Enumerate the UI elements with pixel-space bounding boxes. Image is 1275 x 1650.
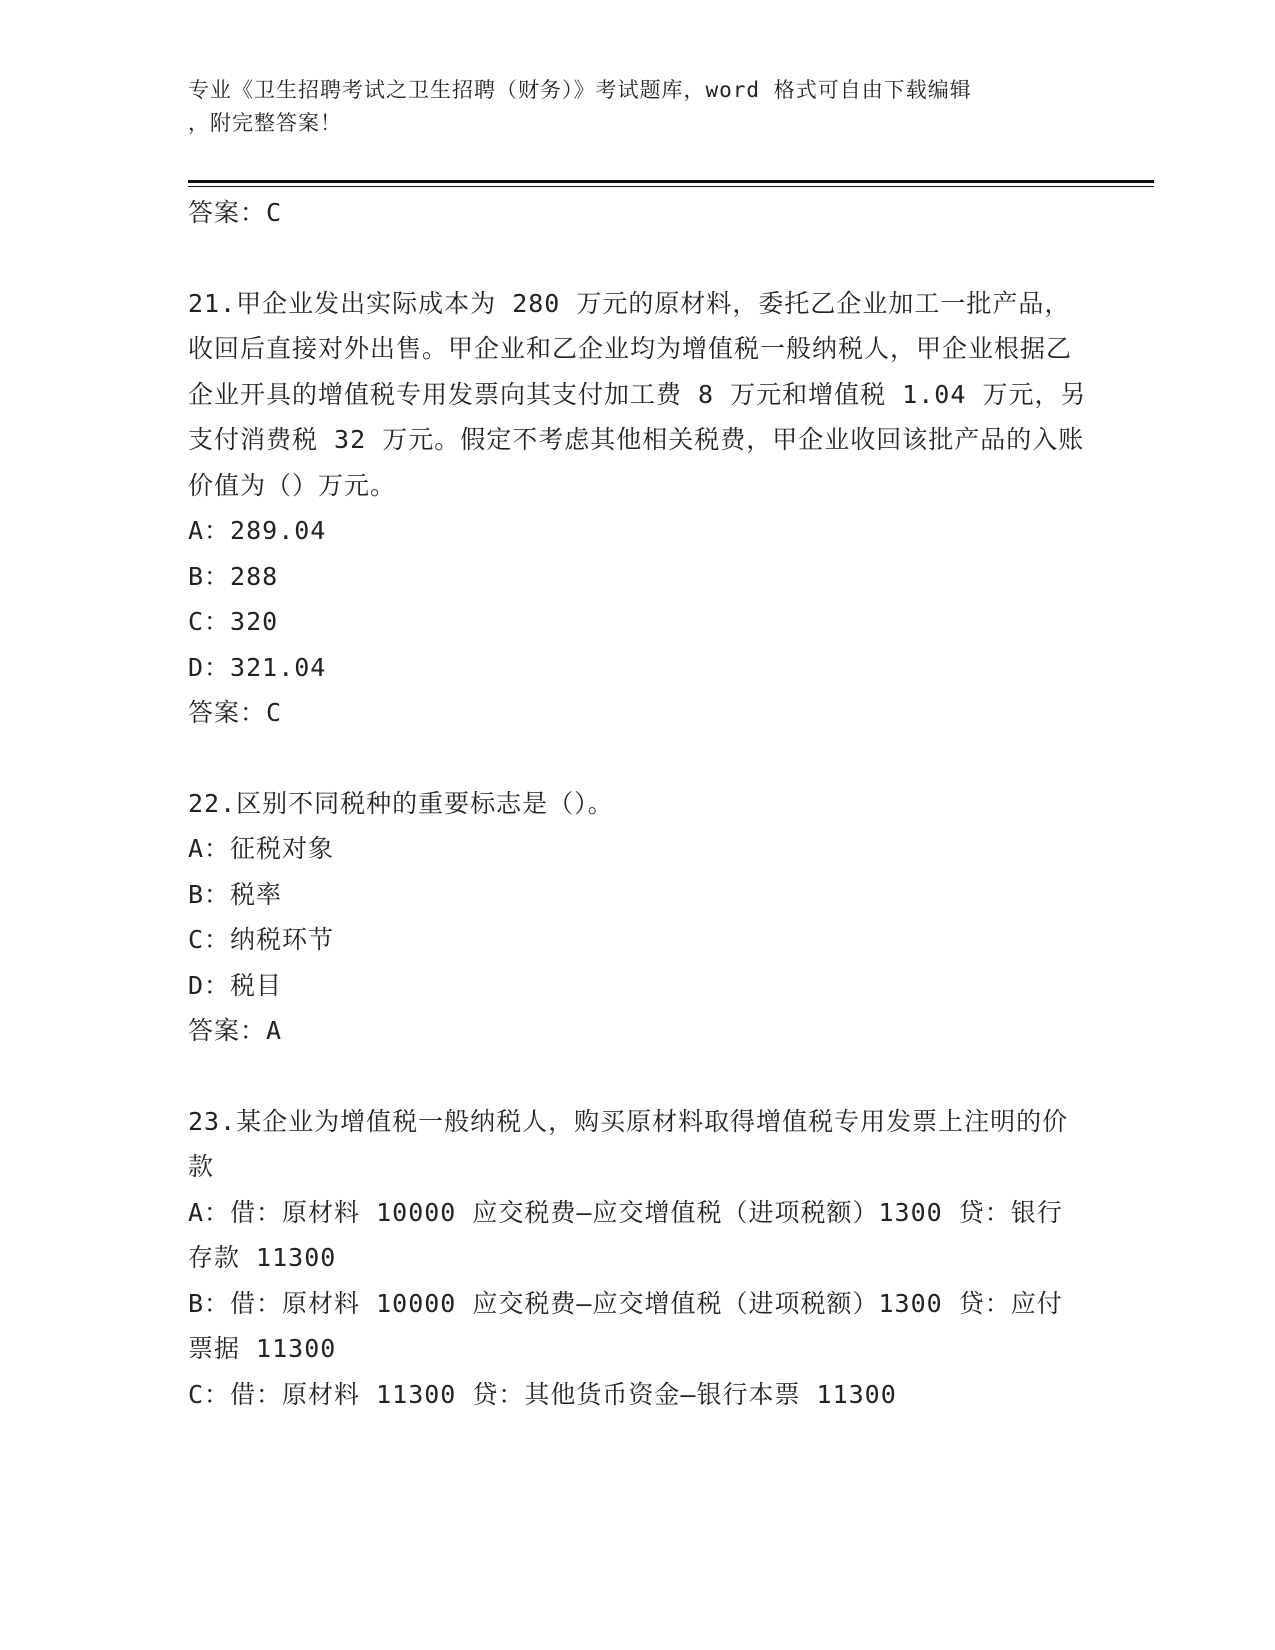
question-stem: 21.甲企业发出实际成本为 280 万元的原材料，委托乙企业加工一批产品，收回后直接对外出售。甲企业和乙企业均为增值税一般纳税人，甲企业根据乙企业开具的增值税专用发票向其支付加工费 8 万元和增值税 1.04 万元，另支付消费税 32 万元。假定不考虑其他相关税费，甲企业收回该批产品的入账价值为（）万元。 [188, 288, 1087, 500]
header-line-1: 专业《卫生招聘考试之卫生招聘（财务）》考试题库，word 格式可自由下载编辑 [188, 78, 972, 102]
previous-answer: 答案：C [188, 198, 283, 227]
answer: 答案：C [188, 698, 283, 727]
answer: 答案：A [188, 1016, 283, 1045]
option-b: B：借：原材料 10000 应交税费—应交增值税（进项税额）1300 贷：应付票据 11300 [188, 1288, 1063, 1363]
header-rule-thick [188, 180, 1154, 183]
document-header [188, 74, 1088, 140]
header-line-2: ，附完整答案！ [188, 111, 342, 135]
option-b: B：288 [188, 561, 279, 591]
question-stem: 23.某企业为增值税一般纳税人，购买原材料取得增值税专用发票上注明的价款 [188, 1106, 1069, 1181]
option-a: A：借：原材料 10000 应交税费—应交增值税（进项税额）1300 贷：银行存款 11300 [188, 1197, 1063, 1272]
question-23 [188, 1099, 1088, 1418]
question-21 [188, 281, 1088, 736]
option-a: A：289.04 [188, 516, 327, 545]
question-list [188, 190, 1088, 1417]
option-c: C：借：原材料 11300 贷：其他货币资金—银行本票 11300 [188, 1379, 897, 1409]
option-c: C：320 [188, 607, 279, 636]
question-stem: 22.区别不同税种的重要标志是（）。 [188, 788, 614, 818]
question-22 [188, 781, 1088, 1054]
option-d: D：税目 [188, 970, 283, 1000]
option-c: C：纳税环节 [188, 925, 335, 954]
option-d: D：321.04 [188, 652, 327, 682]
option-a: A：征税对象 [188, 834, 335, 863]
option-b: B：税率 [188, 879, 283, 909]
header-rule-thin [188, 186, 1154, 187]
